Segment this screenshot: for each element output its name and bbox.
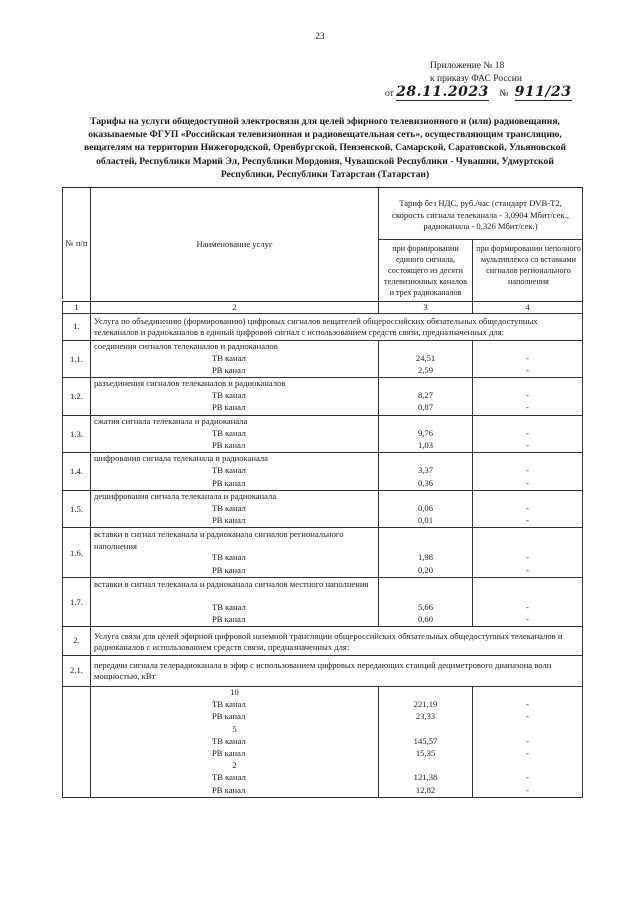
order-date: 28.11.2023	[396, 84, 489, 100]
dash: -	[472, 515, 583, 527]
dash: -	[472, 440, 583, 452]
rv-label: РВ канал	[90, 785, 378, 797]
dash: -	[472, 552, 583, 564]
tv-label: ТВ канал	[90, 428, 378, 440]
rv-value: 1,03	[378, 440, 472, 452]
tv-label: ТВ канал	[90, 552, 378, 564]
tv-label: ТВ канал	[90, 390, 378, 402]
rv-label: РВ канал	[90, 365, 378, 377]
dash: -	[472, 614, 583, 626]
item-1-1	[62, 341, 583, 379]
tv-value: 221,19	[378, 699, 472, 711]
item-text: разъединения сигналов телеканалов и радиоканалов	[90, 378, 378, 390]
dash: -	[472, 365, 583, 377]
tv-label: ТВ канал	[90, 772, 378, 784]
tariff-header-text: Тариф без НДС, руб./час (стандарт DVB-T2, скорость сигнала телеканала - 3,0904 Мбит/сек., радиоканала - 0,326 Мбит/сек.)	[379, 188, 582, 240]
empty-number-cell	[62, 687, 90, 797]
page-number: 23	[315, 31, 325, 41]
rv-value: 23,33	[378, 711, 472, 723]
section-number: 1.	[62, 314, 90, 340]
table-header	[62, 188, 583, 302]
rv-label: РВ канал	[90, 478, 378, 490]
item-number: 1.2.	[62, 378, 90, 415]
dash: -	[472, 736, 583, 748]
tv-value: 0,06	[378, 503, 472, 515]
section-number: 2.	[62, 627, 90, 655]
rv-label: РВ канал	[90, 565, 378, 577]
appendix-order: к приказу ФАС России	[430, 74, 522, 84]
dash: -	[472, 353, 583, 365]
col-no-3: 3	[378, 302, 472, 313]
tariff-header	[378, 188, 583, 301]
rv-label: РВ канал	[90, 440, 378, 452]
col-no-1: 1	[62, 302, 90, 313]
tv-label: ТВ канал	[90, 353, 378, 365]
dash: -	[472, 465, 583, 477]
tv-label: ТВ канал	[90, 602, 378, 614]
tv-label: ТВ канал	[90, 736, 378, 748]
item-text: шифрования сигнала телеканала и радиоканала	[90, 453, 378, 465]
item-number: 1.1.	[62, 341, 90, 378]
appendix-date-line	[385, 86, 572, 101]
tv-value: 3,37	[378, 465, 472, 477]
tv-label: ТВ канал	[90, 465, 378, 477]
dash: -	[472, 772, 583, 784]
rv-value: 0,60	[378, 614, 472, 626]
document-title: Тарифы на услуги общедоступной электросвязи для целей эфирного телевизионного и (или) радиовещания, оказываемые ФГУП «Российская телевизионная и радиовещательная сеть», осуществляющим трансляцию, вещателям на территории Нижегородской, Оренбургской, Пензенской, Самарской, Саратовской, Ульяновской областей, Республики Марий Эл, Республики Мордовия, Чувашской Республики - Чувашии, Удмуртской Республики, Республики Татарстан (Татарстан)	[84, 116, 566, 180]
dash: -	[472, 711, 583, 723]
item-text: дешифрования сигнала телеканала и радиоканала	[90, 491, 378, 503]
rv-value: 0,36	[378, 478, 472, 490]
number-label: №	[499, 89, 509, 99]
tv-value: 8,27	[378, 390, 472, 402]
item-number: 1.6.	[62, 528, 90, 576]
col-number-header: № п/п	[62, 188, 90, 299]
order-number: 911/23	[514, 84, 572, 100]
tv-value: 1,98	[378, 552, 472, 564]
item-text: соединения сигналов телеканалов и радиоканалов	[90, 341, 378, 353]
tv-value: 121,38	[378, 772, 472, 784]
item-1-7	[62, 578, 583, 627]
tv-value: 145,57	[378, 736, 472, 748]
rv-label: РВ канал	[90, 515, 378, 527]
section-text: Услуга по объединению (формированию) цифровых сигналов вещателей общероссийских обязательных общедоступных телеканалов и радиоканалов в единый цифровой сигнал с использованием средств связи, предназначенных для:	[90, 314, 583, 340]
item-text: вставки в сигнал телеканала и радиоканала сигналов регионального наполнения	[90, 528, 378, 552]
appendix-block	[385, 60, 572, 101]
appendix-title: Приложение № 18	[430, 61, 505, 71]
column-numbers-row	[62, 302, 583, 314]
item-number: 1.7.	[62, 578, 90, 626]
tariff-table	[62, 187, 583, 798]
section-2-row	[62, 627, 583, 656]
sub-header-b: при формировании неполного мультиплекса со вставками сигналов регионального наполнения	[476, 243, 581, 286]
dash: -	[472, 478, 583, 490]
item-number: 1.3.	[62, 416, 90, 453]
item-1-5	[62, 491, 583, 529]
item-text: передачи сигнала телерадиоканала в эфир с использованием цифровых передающих станций дециметрового диапазона волн мощностью, кВт	[90, 656, 583, 686]
col-no-4: 4	[472, 302, 583, 313]
power-rows	[62, 687, 583, 798]
item-1-4	[62, 453, 583, 491]
dash: -	[472, 699, 583, 711]
rv-label: РВ канал	[90, 402, 378, 414]
item-number: 1.4.	[62, 453, 90, 490]
dash: -	[472, 402, 583, 414]
rv-value: 0,01	[378, 515, 472, 527]
rv-value: 2,59	[378, 365, 472, 377]
power-kw: 2	[90, 760, 378, 772]
rv-label: РВ канал	[90, 614, 378, 626]
rv-label: РВ канал	[90, 711, 378, 723]
item-number: 1.5.	[62, 491, 90, 528]
item-1-3	[62, 416, 583, 454]
power-kw: 10	[90, 687, 378, 699]
sub-header-a: при формировании единого сигнала, состоящего из десяти телевизионных каналов и трех радиоканалов	[379, 240, 473, 301]
section-text: Услуга связи для целей эфирной цифровой наземной трансляции общероссийских обязательных общедоступных телеканалов и радиоканалов с использованием средств связи, предназначенных для:	[90, 627, 583, 655]
item-number: 2.1.	[62, 656, 90, 686]
tv-label: ТВ канал	[90, 503, 378, 515]
item-text: вставки в сигнал телеканала и радиоканала сигналов местного наполнения	[90, 578, 378, 602]
dash: -	[472, 428, 583, 440]
dash: -	[472, 602, 583, 614]
rv-label: РВ канал	[90, 748, 378, 760]
rv-value: 15,35	[378, 748, 472, 760]
dash: -	[472, 503, 583, 515]
item-2-1	[62, 656, 583, 687]
tv-value: 9,76	[378, 428, 472, 440]
col-no-2: 2	[90, 302, 378, 313]
item-1-2	[62, 378, 583, 416]
tv-value: 24,51	[378, 353, 472, 365]
dash: -	[472, 785, 583, 797]
dash: -	[472, 748, 583, 760]
dash: -	[472, 390, 583, 402]
rv-value: 0,87	[378, 402, 472, 414]
rv-value: 12,82	[378, 785, 472, 797]
item-text: сжатия сигнала телеканала и радиоканала	[90, 416, 378, 428]
dash: -	[472, 565, 583, 577]
rv-value: 0,20	[378, 565, 472, 577]
power-kw: 5	[90, 724, 378, 736]
item-1-6	[62, 528, 583, 577]
tv-label: ТВ канал	[90, 699, 378, 711]
section-1-row	[62, 314, 583, 341]
tv-value: 5,66	[378, 602, 472, 614]
col-name-header: Наименование услуг	[90, 188, 378, 301]
from-label: от	[385, 89, 394, 99]
